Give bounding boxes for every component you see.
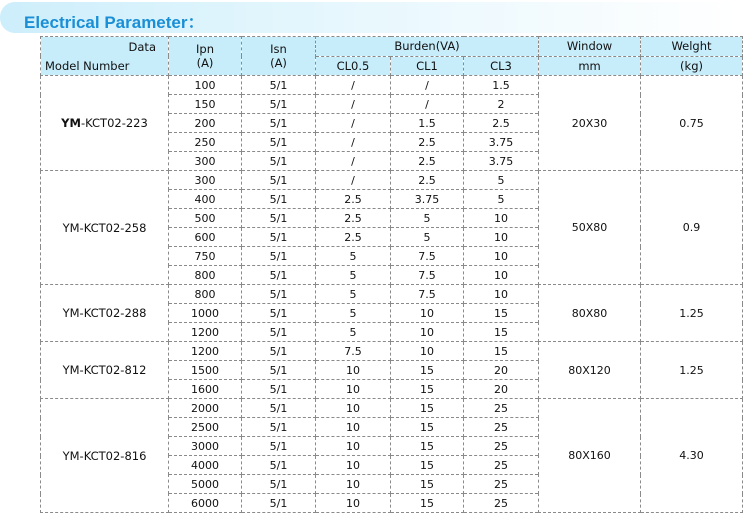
ipn-cell: 5000 xyxy=(169,475,242,494)
cl1-cell: 15 xyxy=(391,456,464,475)
cl1-cell: 15 xyxy=(391,494,464,513)
model-prefix: YM xyxy=(62,363,80,377)
cl1-cell: / xyxy=(391,95,464,114)
isn-cell: 5/1 xyxy=(242,399,316,418)
isn-cell: 5/1 xyxy=(242,361,316,380)
ipn-cell: 1000 xyxy=(169,304,242,323)
header-isn-unit: (A) xyxy=(270,56,287,70)
cl1-cell: 3.75 xyxy=(391,190,464,209)
cl3-cell: 25 xyxy=(464,494,539,513)
ipn-cell: 400 xyxy=(169,190,242,209)
ipn-cell: 1600 xyxy=(169,380,242,399)
cl1-cell: 5 xyxy=(391,228,464,247)
ipn-cell: 2000 xyxy=(169,399,242,418)
cl05-cell: 5 xyxy=(316,304,391,323)
isn-cell: 5/1 xyxy=(242,209,316,228)
ipn-cell: 4000 xyxy=(169,456,242,475)
cl3-cell: 10 xyxy=(464,285,539,304)
cl3-cell: 10 xyxy=(464,209,539,228)
ipn-cell: 600 xyxy=(169,228,242,247)
header-isn-label: Isn xyxy=(270,42,287,56)
ipn-cell: 750 xyxy=(169,247,242,266)
header-window: Window xyxy=(539,37,641,57)
header-weight: Welght xyxy=(641,37,743,57)
cl05-cell: / xyxy=(316,114,391,133)
cl05-cell: / xyxy=(316,171,391,190)
cl05-cell: 7.5 xyxy=(316,342,391,361)
ipn-cell: 300 xyxy=(169,171,242,190)
section-title: Electrical Parameter： xyxy=(24,13,205,32)
cl1-cell: 10 xyxy=(391,323,464,342)
cl05-cell: 10 xyxy=(316,361,391,380)
weight-cell: 1.25 xyxy=(641,342,743,399)
isn-cell: 5/1 xyxy=(242,190,316,209)
cl3-cell: 5 xyxy=(464,190,539,209)
cl3-cell: 20 xyxy=(464,361,539,380)
cl3-cell: 20 xyxy=(464,380,539,399)
cl05-cell: 10 xyxy=(316,399,391,418)
header-ipn-unit: (A) xyxy=(196,56,214,70)
model-number-cell xyxy=(41,399,169,513)
cl05-cell: 10 xyxy=(316,380,391,399)
ipn-cell: 1200 xyxy=(169,342,242,361)
cl3-cell: 1.5 xyxy=(464,76,539,95)
cl1-cell: 15 xyxy=(391,361,464,380)
cl3-cell: 3.75 xyxy=(464,133,539,152)
table-body xyxy=(41,76,743,513)
cl1-cell: 15 xyxy=(391,399,464,418)
cl1-cell: 15 xyxy=(391,437,464,456)
header-cl05: CL0.5 xyxy=(316,56,391,76)
cl3-cell: 25 xyxy=(464,475,539,494)
window-cell: 20X30 xyxy=(539,76,641,171)
header-cl3: CL3 xyxy=(464,56,539,76)
cl3-cell: 15 xyxy=(464,304,539,323)
model-suffix: -KCT02-812 xyxy=(79,363,147,377)
isn-cell: 5/1 xyxy=(242,494,316,513)
cl05-cell: 10 xyxy=(316,456,391,475)
ipn-cell: 800 xyxy=(169,285,242,304)
cl05-cell: 10 xyxy=(316,437,391,456)
model-suffix: -KCT02-288 xyxy=(79,306,147,320)
isn-cell: 5/1 xyxy=(242,76,316,95)
cl1-cell: 15 xyxy=(391,380,464,399)
ipn-cell: 1500 xyxy=(169,361,242,380)
header-model-number: Model Number xyxy=(45,59,130,73)
table-row xyxy=(41,171,743,190)
cl05-cell: 2.5 xyxy=(316,228,391,247)
window-cell: 80X120 xyxy=(539,342,641,399)
header-weight-unit: (kg) xyxy=(641,56,743,76)
cl1-cell: 2.5 xyxy=(391,152,464,171)
model-suffix: -KCT02-258 xyxy=(79,220,147,235)
isn-cell: 5/1 xyxy=(242,456,316,475)
ipn-cell: 300 xyxy=(169,152,242,171)
cl05-cell: 2.5 xyxy=(316,209,391,228)
header-data: Data xyxy=(128,40,156,54)
cl3-cell: 15 xyxy=(464,342,539,361)
window-cell: 80X160 xyxy=(539,399,641,513)
cl05-cell: 10 xyxy=(316,494,391,513)
cl3-cell: 25 xyxy=(464,418,539,437)
model-number-cell xyxy=(41,342,169,399)
cl3-cell: 15 xyxy=(464,323,539,342)
cl3-cell: 5 xyxy=(464,171,539,190)
isn-cell: 5/1 xyxy=(242,152,316,171)
table-row xyxy=(41,342,743,361)
model-number-cell xyxy=(41,76,169,171)
table-row xyxy=(41,285,743,304)
header-ipn-label: Ipn xyxy=(196,42,214,56)
cl05-cell: 10 xyxy=(316,475,391,494)
model-number-cell xyxy=(41,285,169,342)
isn-cell: 5/1 xyxy=(242,247,316,266)
header-burden: Burden(VA) xyxy=(316,37,539,57)
header-ipn xyxy=(169,37,242,76)
ipn-cell: 200 xyxy=(169,114,242,133)
ipn-cell: 250 xyxy=(169,133,242,152)
header-window-unit: mm xyxy=(539,56,641,76)
cl05-cell: 5 xyxy=(316,247,391,266)
ipn-cell: 150 xyxy=(169,95,242,114)
ipn-cell: 500 xyxy=(169,209,242,228)
cl3-cell: 10 xyxy=(464,228,539,247)
cl05-cell: / xyxy=(316,133,391,152)
cl3-cell: 25 xyxy=(464,456,539,475)
cl3-cell: 25 xyxy=(464,399,539,418)
model-prefix: YM xyxy=(62,220,80,235)
section-banner xyxy=(0,2,738,33)
cl1-cell: 5 xyxy=(391,209,464,228)
isn-cell: 5/1 xyxy=(242,114,316,133)
weight-cell: 0.9 xyxy=(641,171,743,285)
cl1-cell: 10 xyxy=(391,342,464,361)
ipn-cell: 100 xyxy=(169,76,242,95)
isn-cell: 5/1 xyxy=(242,342,316,361)
isn-cell: 5/1 xyxy=(242,323,316,342)
model-prefix: YM xyxy=(62,448,80,463)
cl1-cell: 2.5 xyxy=(391,171,464,190)
weight-cell: 4.30 xyxy=(641,399,743,513)
cl1-cell: 7.5 xyxy=(391,247,464,266)
cl05-cell: / xyxy=(316,152,391,171)
cl1-cell: 7.5 xyxy=(391,266,464,285)
cl1-cell: 15 xyxy=(391,418,464,437)
isn-cell: 5/1 xyxy=(242,266,316,285)
cl1-cell: 2.5 xyxy=(391,133,464,152)
table-row xyxy=(41,76,743,95)
isn-cell: 5/1 xyxy=(242,437,316,456)
ipn-cell: 2500 xyxy=(169,418,242,437)
cl05-cell: 5 xyxy=(316,285,391,304)
weight-cell: 1.25 xyxy=(641,285,743,342)
window-cell: 80X80 xyxy=(539,285,641,342)
model-prefix: YM xyxy=(61,116,81,130)
ipn-cell: 6000 xyxy=(169,494,242,513)
isn-cell: 5/1 xyxy=(242,133,316,152)
cl3-cell: 10 xyxy=(464,266,539,285)
cl1-cell: 15 xyxy=(391,475,464,494)
cl3-cell: 10 xyxy=(464,247,539,266)
isn-cell: 5/1 xyxy=(242,475,316,494)
header-data-model-cell xyxy=(41,37,169,76)
window-cell: 50X80 xyxy=(539,171,641,285)
header-cl1: CL1 xyxy=(391,56,464,76)
cl3-cell: 25 xyxy=(464,437,539,456)
model-number-cell xyxy=(41,171,169,285)
cl05-cell: 2.5 xyxy=(316,190,391,209)
cl3-cell: 3.75 xyxy=(464,152,539,171)
cl1-cell: 1.5 xyxy=(391,114,464,133)
weight-cell: 0.75 xyxy=(641,76,743,171)
cl3-cell: 2.5 xyxy=(464,114,539,133)
model-prefix: YM xyxy=(62,306,80,320)
cl3-cell: 2 xyxy=(464,95,539,114)
ipn-cell: 1200 xyxy=(169,323,242,342)
cl05-cell: 10 xyxy=(316,418,391,437)
cl1-cell: 10 xyxy=(391,304,464,323)
cl1-cell: / xyxy=(391,76,464,95)
ipn-cell: 800 xyxy=(169,266,242,285)
table-row xyxy=(41,399,743,418)
isn-cell: 5/1 xyxy=(242,304,316,323)
isn-cell: 5/1 xyxy=(242,285,316,304)
ipn-cell: 3000 xyxy=(169,437,242,456)
cl05-cell: / xyxy=(316,76,391,95)
cl05-cell: / xyxy=(316,95,391,114)
isn-cell: 5/1 xyxy=(242,380,316,399)
cl05-cell: 5 xyxy=(316,266,391,285)
isn-cell: 5/1 xyxy=(242,95,316,114)
isn-cell: 5/1 xyxy=(242,418,316,437)
header-isn xyxy=(242,37,316,76)
model-suffix: -KCT02-816 xyxy=(79,448,147,463)
isn-cell: 5/1 xyxy=(242,171,316,190)
model-suffix: -KCT02-223 xyxy=(80,116,148,130)
isn-cell: 5/1 xyxy=(242,228,316,247)
electrical-parameter-table xyxy=(40,36,743,513)
cl1-cell: 7.5 xyxy=(391,285,464,304)
cl05-cell: 5 xyxy=(316,323,391,342)
